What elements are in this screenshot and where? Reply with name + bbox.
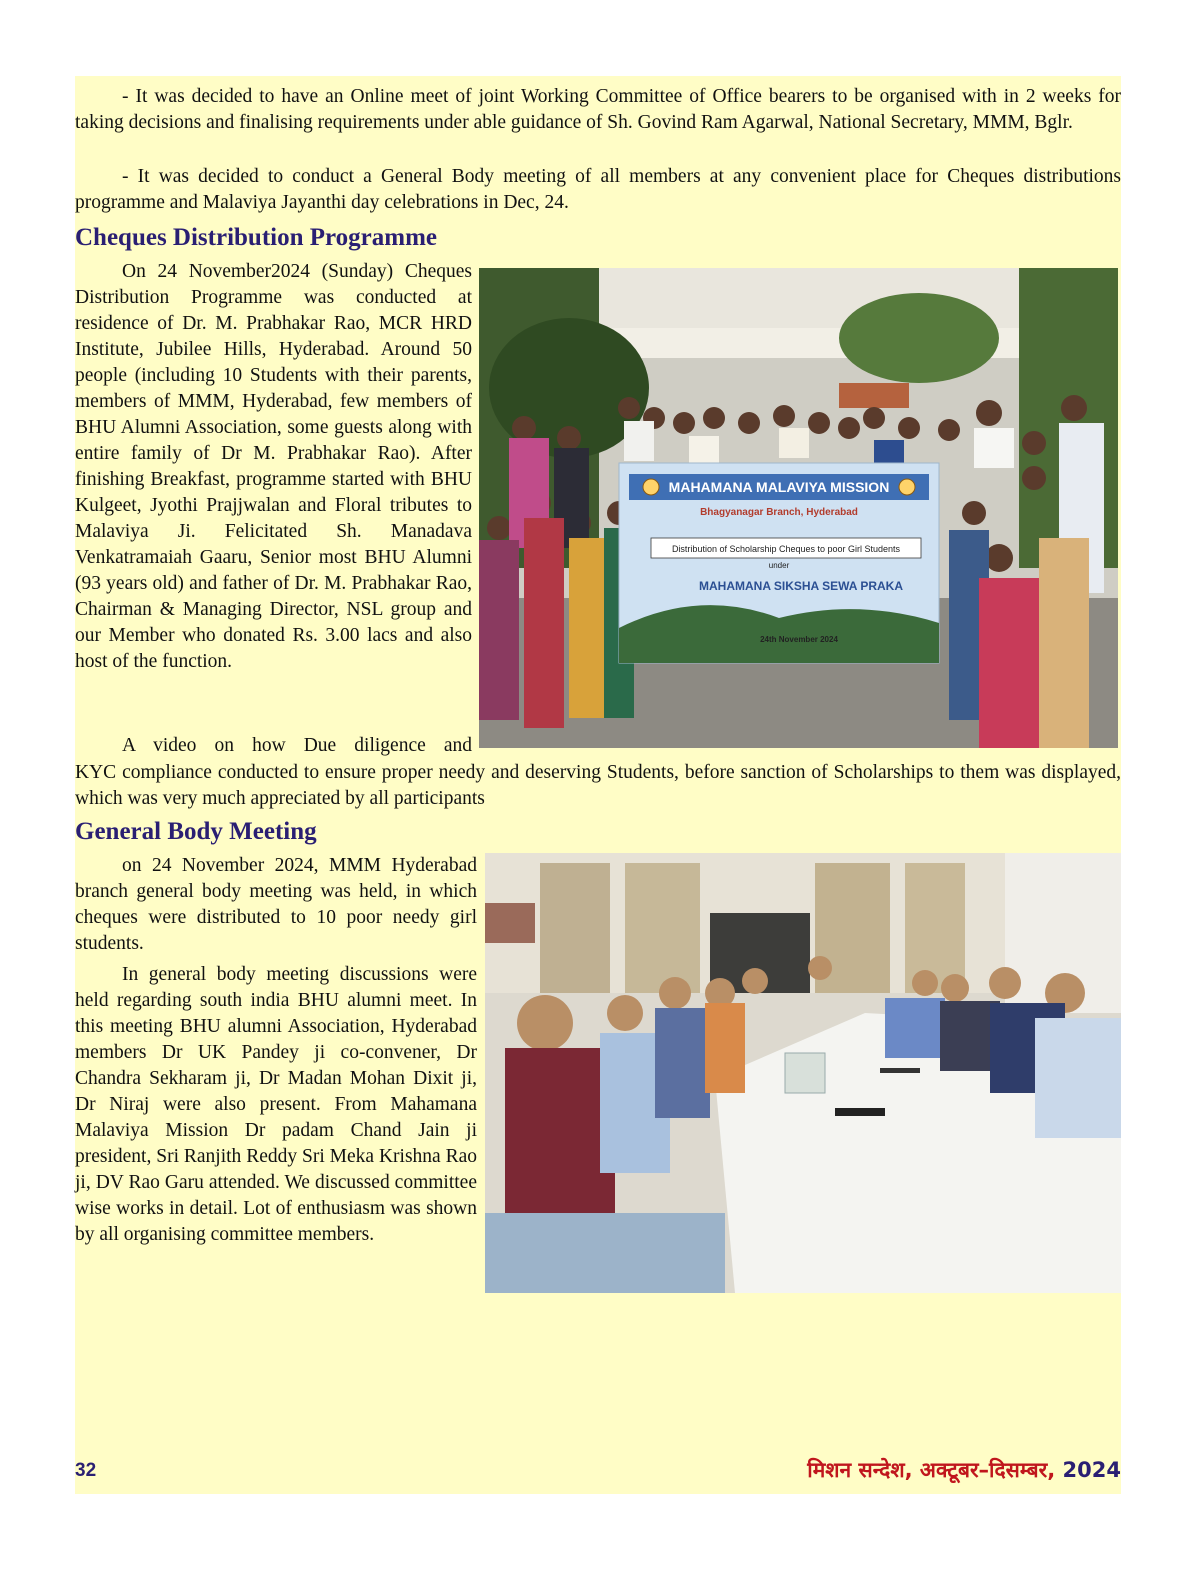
banner-scheme: MAHAMANA SIKSHA SEWA PRAKA [699,579,903,593]
banner-date: 24th November 2024 [760,635,838,644]
general-body-meeting-photo [485,853,1121,1293]
banner-title: MAHAMANA MALAVIYA MISSION [668,479,890,495]
cheques-paragraph-2-rest: KYC compliance conducted to ensure proper needy and deserving Students, before sanction of Scholarships to them was displayed, which was very much appreciated by all participants [75,762,1121,809]
issue-year: 2024 [1062,1458,1121,1482]
intro-paragraph-1: - It was decided to have an Online meet of joint Working Committee of Office bearers to be organised with in 2 weeks for taking decisions and finalising requirements under able guidance of Sh. Govind Ram Agarwal, National Secretary, MMM, Bglr. [75,86,1121,133]
general-body-meeting-heading: General Body Meeting [75,818,317,845]
gbm-paragraph-1: on 24 November 2024, MMM Hyderabad branch general body meeting was held, in which cheques were distributed to 10 poor needy girl students. [75,855,477,954]
cheques-section-heading: Cheques Distribution Programme [75,224,438,251]
cheques-paragraph-2-start: A video on how Due diligence and [122,735,472,756]
page-number: 32 [75,1460,97,1481]
cheques-paragraph-1: On 24 November2024 (Sunday) Cheques Distribution Programme was conducted at residence of Dr. M. Prabhakar Rao, MCR HRD Institute, Jubilee Hills, Hyderabad. Around 50 people (including 10 Students with their parents, members of MMM, Hyderabad, few members of BHU Alumni Association, some guests along with entire family of Dr M. Prabhakar Rao). After finishing Breakfast, programme started with BHU Kulgeet, Jyothi Prajjwalan and Floral tributes to Malaviya Ji. Felicitated Sh. Manadava Venkatramaiah Gaaru, Senior most BHU Alumni (93 years old) and father of Dr. M. Prabhakar Rao, Chairman & Managing Director, NSL group and our Member who donated Rs. 3.00 lacs and also host of the function. [75,261,472,672]
issue-months: अक्टूबर–दिसम्बर, [919,1458,1056,1482]
gbm-paragraph-2: In general body meeting discussions were held regarding south india BHU alumni meet. In this meeting BHU alumni Association, Hyderabad members Dr UK Pandey ji co-convener, Dr Chandra Sekharam ji, Dr Madan Mohan Dixit ji, Dr Niraj were also present. From Mahamana Malaviya Mission Dr padam Chand Jain ji president, Sri Ranjith Reddy Sri Meka Krishna Rao ji, DV Rao Garu attended. We discussed committee wise works in detail. Lot of enthusiasm was shown by all organising committee members. [75,964,477,1245]
magazine-title: मिशन सन्देश, [807,1458,913,1482]
banner-under: under [768,561,790,570]
banner-branch: Bhagyanagar Branch, Hyderabad [700,507,858,518]
page [75,76,1121,1494]
banner-line-1: Distribution of Scholarship Cheques to poor Girl Students [671,544,901,554]
intro-paragraph-2: - It was decided to conduct a General Body meeting of all members at any convenient place for Cheques distributions programme and Malaviya Jayanthi day celebrations in Dec, 24. [75,166,1121,213]
cheques-distribution-photo [479,268,1118,748]
magazine-issue-footer [807,1456,1121,1484]
